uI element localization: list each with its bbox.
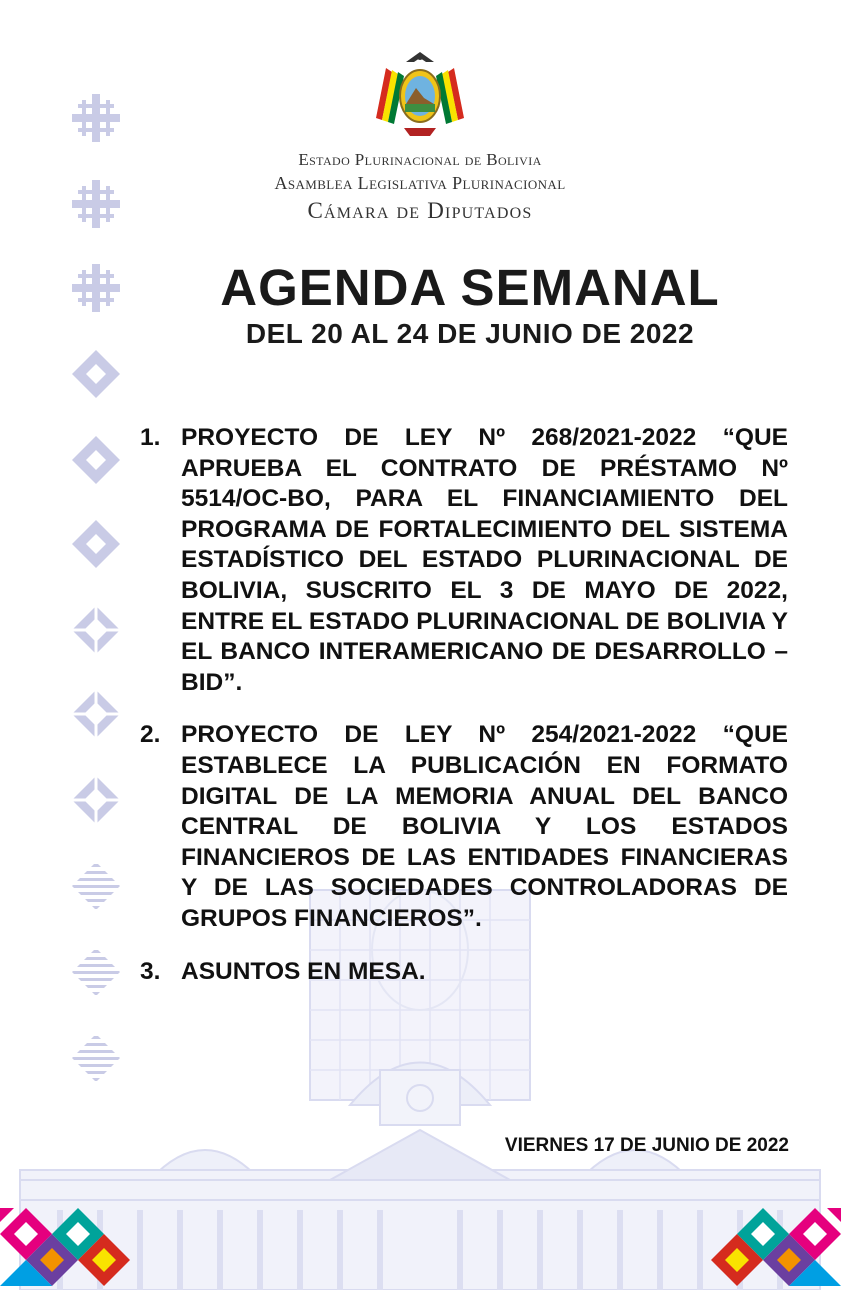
striped-diamond-motif-icon: [70, 1032, 122, 1084]
andean-pattern-left-icon: [0, 1208, 130, 1290]
split-diamond-motif-icon: [70, 688, 122, 740]
agenda-list: [140, 423, 788, 1009]
diamond-motif-icon: [70, 348, 122, 400]
agenda-item-text: PROYECTO DE LEY Nº 268/2021-2022 “QUE APRUEBA EL CONTRATO DE PRÉSTAMO Nº 5514/OC-BO, PARA EL FINANCIAMIENTO DEL PROGRAMA DE FORTALECIMIENTO DEL SISTEMA ESTADÍSTICO DEL ESTADO PLURINACIONAL DE BOLIVIA, SUSCRITO EL 3 DE MAYO DE 2022, ENTRE EL ESTADO PLURINACIONAL DE BOLIVIA Y EL BANCO INTERAMERICANO DE DESARROLLO – BID”.: [181, 424, 788, 696]
agenda-item: [140, 957, 788, 988]
split-diamond-motif-icon: [70, 774, 122, 826]
cross-motif-icon: [70, 178, 122, 230]
striped-diamond-motif-icon: [70, 946, 122, 998]
agenda-item-number: 1.: [140, 424, 161, 451]
publication-date: VIERNES 17 DE JUNIO DE 2022: [504, 1135, 789, 1156]
diamond-motif-icon: [70, 434, 122, 486]
agenda-item-number: 3.: [140, 957, 161, 985]
andean-pattern-right-icon: [711, 1208, 841, 1290]
agenda-item-text: PROYECTO DE LEY Nº 254/2021-2022 “QUE ESTABLECE LA PUBLICACIÓN EN FORMATO DIGITAL DE LA MEMORIA ANUAL DEL BANCO CENTRAL DE BOLIVIA Y LOS ESTADOS FINANCIEROS DE LAS ENTIDADES FINANCIERAS Y DE LAS SOCIEDADES CONTROLADORAS DE GRUPOS FINANCIEROS”.: [181, 721, 788, 932]
cross-motif-icon: [70, 92, 122, 144]
header-chamber-name: Cámara de Diputados: [307, 198, 533, 223]
agenda-item-text: ASUNTOS EN MESA.: [181, 957, 426, 985]
diamond-motif-icon: [70, 518, 122, 570]
cross-motif-icon: [70, 262, 122, 314]
split-diamond-motif-icon: [70, 604, 122, 656]
page-title: AGENDA SEMANAL: [220, 259, 720, 316]
striped-diamond-motif-icon: [70, 860, 122, 912]
agenda-item: [140, 720, 788, 934]
agenda-item: [140, 423, 788, 698]
bolivia-coat-of-arms-icon: [368, 48, 472, 140]
header-state-name: Estado Plurinacional de Bolivia: [298, 150, 542, 169]
page-subtitle: DEL 20 AL 24 DE JUNIO DE 2022: [245, 318, 695, 349]
agenda-item-number: 2.: [140, 721, 161, 749]
header-assembly-name: Asamblea Legislativa Plurinacional: [274, 173, 566, 193]
